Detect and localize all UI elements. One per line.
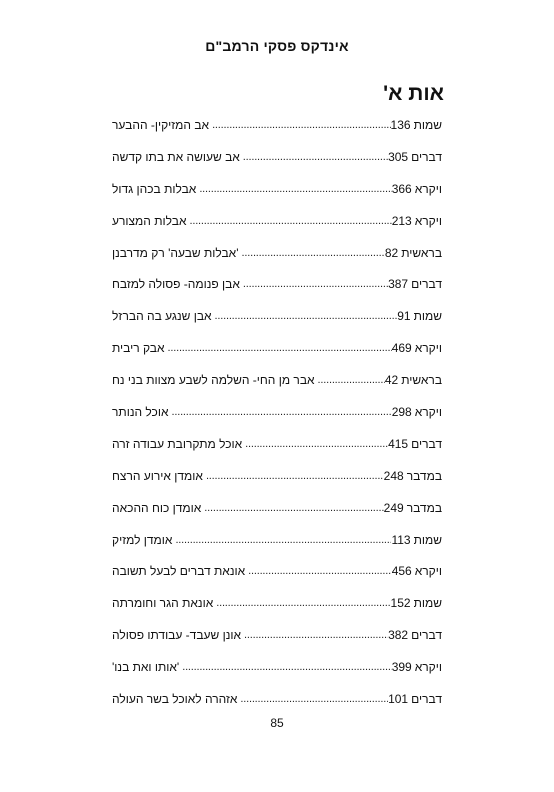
section-heading: אות א' [383, 82, 444, 105]
entry-book-name: ויקרא [414, 213, 442, 228]
entry-page-number: 456 [391, 564, 412, 579]
dot-leader [243, 151, 388, 163]
entry-book-name: דברים [411, 277, 442, 292]
entry-page-number: 42 [384, 373, 399, 388]
entry-page-number: 113 [391, 532, 411, 547]
entry-book-name: ויקרא [414, 181, 442, 196]
entry-reference [391, 596, 442, 610]
index-entry [112, 309, 442, 341]
entry-reference [392, 564, 442, 578]
index-entry [112, 628, 442, 660]
entry-topic: אוכל מתקרובת עבודה זרה [112, 436, 243, 451]
entry-reference [392, 341, 442, 355]
entry-topic: אומדן אירוע הרצח [112, 468, 203, 483]
entry-topic: אונאת דברים לבעל תשובה [112, 564, 246, 579]
entry-page-number: 366 [391, 181, 412, 196]
entry-reference [388, 150, 442, 164]
dot-leader [244, 629, 388, 641]
entry-topic: אונאת הגר וחומרתה [112, 596, 214, 611]
entry-book-name: במדבר [406, 468, 442, 483]
entry-book-name: בראשית [401, 245, 442, 260]
entry-page-number: 91 [397, 309, 411, 324]
entry-book-name: דברים [411, 628, 442, 643]
page-number: 85 [270, 716, 284, 730]
index-entry [112, 246, 442, 278]
dot-leader [245, 438, 388, 450]
entry-book-name: ויקרא [414, 341, 442, 356]
index-entry [112, 182, 442, 214]
index-entry [112, 660, 442, 692]
entry-topic: אבן פנומה- פסולה למזבח [112, 277, 240, 292]
entry-topic: 'אבלות שבעה' רק מדרבנן [112, 245, 239, 260]
index-entry [112, 533, 442, 565]
entry-book-name: שמות [413, 596, 442, 611]
dot-leader [240, 693, 388, 705]
index-entry [112, 373, 442, 405]
dot-leader [318, 374, 385, 386]
entry-topic: אזהרה לאוכל בשר העולה [112, 692, 238, 707]
dot-leader [242, 247, 385, 259]
dot-leader [215, 310, 398, 322]
entry-topic: אונן שעבד- עבודתו פסולה [112, 628, 242, 643]
entry-reference [388, 628, 442, 642]
entry-book-name: דברים [411, 436, 442, 451]
index-entry [112, 469, 442, 501]
entry-page-number: 136 [390, 118, 411, 132]
entry-reference [384, 501, 442, 515]
entry-reference [391, 118, 442, 132]
entry-topic: אומדן כוח ההכאה [112, 500, 202, 515]
entry-reference [385, 246, 442, 260]
dot-leader [175, 534, 391, 546]
dot-leader [199, 183, 391, 195]
dot-leader [189, 215, 391, 227]
entry-reference [384, 469, 442, 483]
entry-page-number: 382 [388, 628, 409, 643]
entry-reference [385, 373, 442, 387]
entry-reference [397, 309, 442, 323]
entry-topic: אבן שנגע בה הברזל [112, 309, 212, 324]
entry-topic: אבלות בכהן גדול [112, 181, 197, 196]
entry-book-name: ויקרא [414, 405, 442, 420]
dot-leader [204, 502, 383, 514]
entry-topic: אבר מן החי- השלמה לשבע מצוות בני נח [112, 373, 315, 388]
index-entry [112, 214, 442, 246]
entry-page-number: 82 [384, 245, 399, 260]
dot-leader [216, 597, 390, 609]
entry-topic: אבק ריבית [112, 341, 165, 356]
index-entry [112, 437, 442, 469]
entry-page-number: 415 [388, 436, 409, 451]
entry-page-number: 101 [388, 692, 409, 707]
entry-book-name: בראשית [401, 373, 442, 388]
index-entry [112, 150, 442, 182]
entry-reference [388, 437, 442, 451]
entry-topic: אב המזיקין- ההבער [112, 118, 210, 132]
entry-page-number: 399 [391, 660, 412, 675]
entry-book-name: שמות [413, 532, 442, 547]
entry-book-name: דברים [411, 149, 442, 164]
dot-leader [206, 470, 384, 482]
entry-reference [392, 660, 442, 674]
index-entry [112, 564, 442, 596]
index-entry [112, 118, 442, 150]
entry-topic: אבלות המצורע [112, 213, 187, 228]
entry-reference [392, 182, 442, 196]
index-entries-list [112, 118, 442, 724]
dot-leader [182, 661, 391, 673]
entry-book-name: שמות [413, 309, 442, 324]
dot-leader [172, 406, 392, 418]
index-entry [112, 596, 442, 628]
entry-book-name: שמות [413, 118, 442, 132]
dot-leader [248, 565, 392, 577]
entry-page-number: 305 [388, 149, 409, 164]
entry-topic: 'אותו ואת בנו' [112, 660, 180, 675]
index-entry [112, 501, 442, 533]
entry-page-number: 298 [391, 405, 412, 420]
dot-leader [168, 342, 392, 354]
dot-leader [212, 119, 390, 131]
entry-reference [388, 277, 442, 291]
entry-reference [388, 692, 442, 706]
entry-page-number: 248 [383, 468, 404, 483]
page-title: אינדקס פסקי הרמב"ם [205, 38, 349, 54]
index-entry [112, 277, 442, 309]
entry-book-name: ויקרא [414, 660, 442, 675]
dot-leader [243, 278, 388, 290]
entry-book-name: במדבר [406, 500, 442, 515]
entry-page-number: 152 [390, 596, 411, 611]
index-entry [112, 405, 442, 437]
entry-reference [392, 214, 442, 228]
entry-book-name: ויקרא [414, 564, 442, 579]
entry-page-number: 469 [391, 341, 412, 356]
entry-page-number: 213 [391, 213, 412, 228]
entry-page-number: 249 [383, 500, 404, 515]
entry-page-number: 387 [388, 277, 409, 292]
entry-topic: אוכל הנותר [112, 405, 169, 420]
entry-topic: אומדן למזיק [112, 532, 173, 547]
entry-topic: אב שעושה את בתו קדשה [112, 149, 240, 164]
entry-reference [391, 533, 442, 547]
index-entry [112, 341, 442, 373]
entry-book-name: דברים [411, 692, 442, 707]
entry-reference [392, 405, 442, 419]
